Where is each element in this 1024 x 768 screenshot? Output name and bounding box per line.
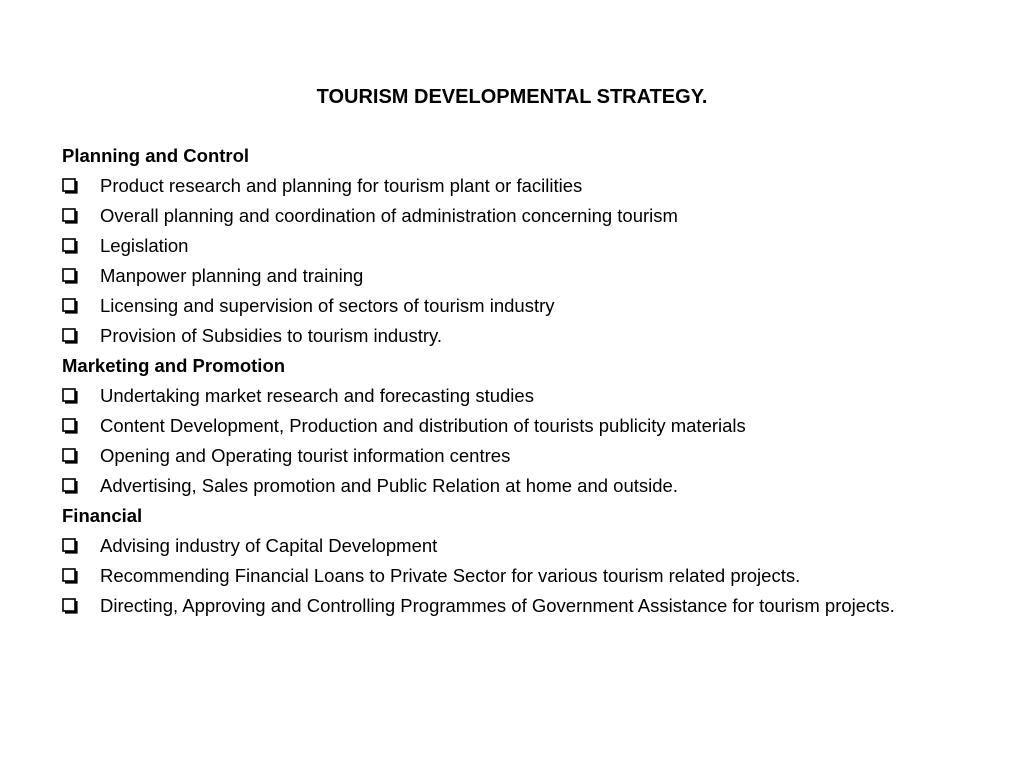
list-item-text: Recommending Financial Loans to Private Sector for various tourism related projects. xyxy=(100,565,801,586)
section-heading: Planning and Control xyxy=(62,145,250,166)
list-item-text: Advertising, Sales promotion and Public Relation at home and outside. xyxy=(100,475,678,496)
list-item xyxy=(62,531,942,561)
list-item xyxy=(62,411,942,441)
list-item xyxy=(62,291,942,321)
list-item-text: Manpower planning and training xyxy=(100,265,364,286)
list-item-text: Content Development, Production and distribution of tourists publicity materials xyxy=(100,415,746,436)
section-heading: Marketing and Promotion xyxy=(62,355,286,376)
checkbox-square-icon xyxy=(62,321,100,351)
list-item xyxy=(62,201,942,231)
list-item xyxy=(62,381,942,411)
list-item xyxy=(62,231,942,261)
list-item xyxy=(62,591,942,621)
list-item-text: Legislation xyxy=(100,235,189,256)
section-heading: Financial xyxy=(62,505,143,526)
list-item xyxy=(62,321,942,351)
list-item-text: Overall planning and coordination of administration concerning tourism xyxy=(100,205,678,226)
checkbox-square-icon xyxy=(62,291,100,321)
list-item-text: Opening and Operating tourist information centres xyxy=(100,445,511,466)
list-item xyxy=(62,171,942,201)
checkbox-square-icon xyxy=(62,201,100,231)
section-marketing-and-promotion xyxy=(62,351,942,501)
list-item-text: Directing, Approving and Controlling Programmes of Government Assistance for tourism projects. xyxy=(100,595,895,616)
slide-title: TOURISM DEVELOPMENTAL STRATEGY. xyxy=(316,86,708,108)
section-financial xyxy=(62,501,942,621)
checkbox-square-icon xyxy=(62,171,100,201)
list-item xyxy=(62,471,942,501)
section-planning-and-control xyxy=(62,141,942,351)
list-item xyxy=(62,561,942,591)
list-item xyxy=(62,261,942,291)
list-item-text: Licensing and supervision of sectors of tourism industry xyxy=(100,295,555,316)
list-item-text: Advising industry of Capital Development xyxy=(100,535,438,556)
checkbox-square-icon xyxy=(62,591,100,621)
checkbox-square-icon xyxy=(62,411,100,441)
list-item-text: Product research and planning for tourism plant or facilities xyxy=(100,175,583,196)
slide-content xyxy=(62,141,942,621)
checkbox-square-icon xyxy=(62,471,100,501)
list-item-text: Provision of Subsidies to tourism industry. xyxy=(100,325,443,346)
checkbox-square-icon xyxy=(62,381,100,411)
checkbox-square-icon xyxy=(62,261,100,291)
checkbox-square-icon xyxy=(62,441,100,471)
list-item xyxy=(62,441,942,471)
checkbox-square-icon xyxy=(62,531,100,561)
checkbox-square-icon xyxy=(62,231,100,261)
list-item-text: Undertaking market research and forecasting studies xyxy=(100,385,534,406)
checkbox-square-icon xyxy=(62,561,100,591)
